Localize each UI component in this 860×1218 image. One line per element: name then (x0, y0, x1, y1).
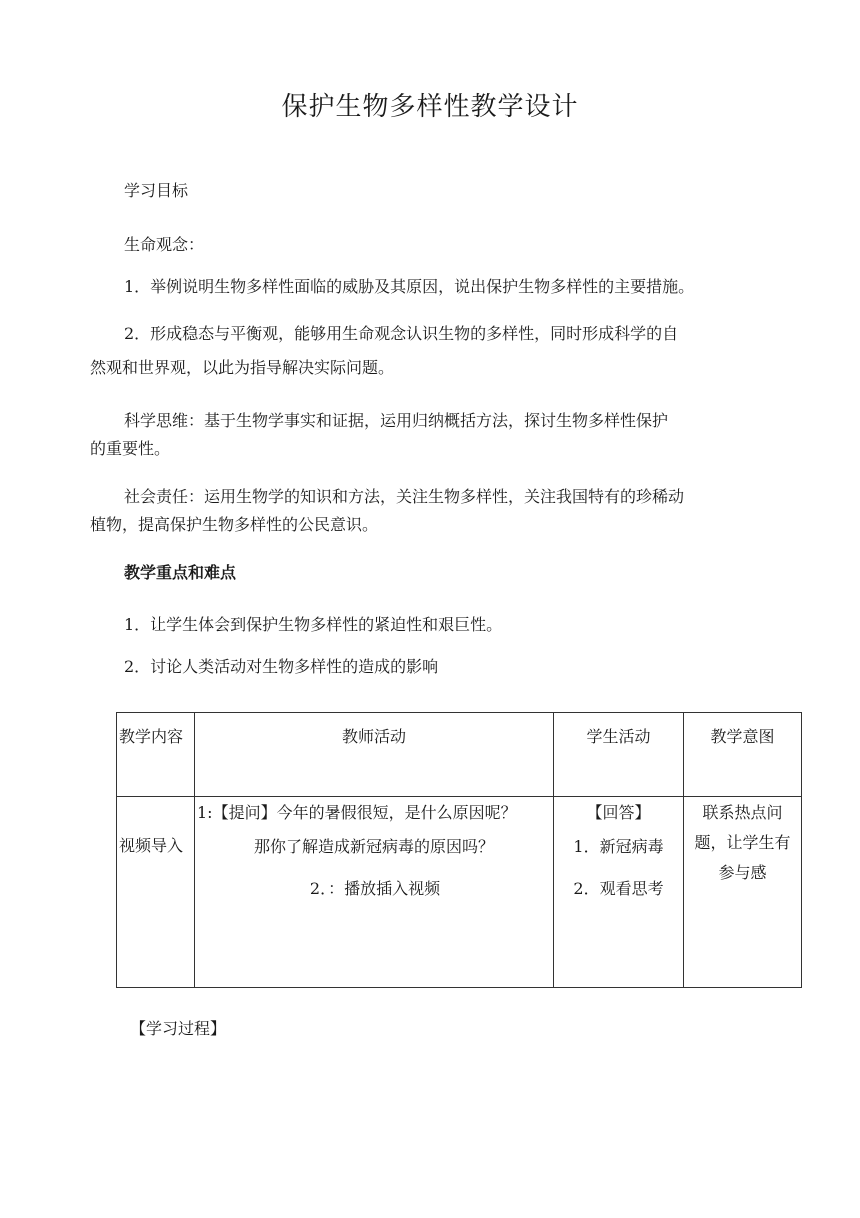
life-item-2: 2．形成稳态与平衡观，能够用生命观念认识生物的多样性，同时形成科学的自 (124, 324, 679, 343)
lesson-table (116, 712, 802, 988)
document-title: 保护生物多样性教学设计 (281, 92, 579, 122)
header-cell-teacher (195, 713, 554, 797)
teacher-line-3: 2．：播放插入视频 (309, 879, 441, 898)
social-responsibility-line-1: 社会责任：运用生物学的知识和方法，关注生物多样性，关注我国特有的珍稀动 (124, 487, 685, 506)
process-heading: 【学习过程】 (130, 1019, 227, 1038)
row-cell-content (117, 797, 195, 988)
row-content-label: 视频导入 (119, 836, 184, 855)
life-item-1: 1．举例说明生物多样性面临的威胁及其原因，说出保护生物多样性的主要措施。 (124, 277, 695, 296)
student-line-1: 【回答】 (586, 803, 651, 822)
student-line-2: 1．新冠病毒 (573, 837, 664, 856)
intent-line-1: 联系热点问 (702, 803, 783, 822)
intent-line-2: 题，让学生有 (694, 833, 791, 852)
row-cell-intent (684, 797, 802, 988)
header-cell-intent (684, 713, 802, 797)
life-concept-heading: 生命观念： (124, 235, 205, 254)
row-cell-student (554, 797, 684, 988)
key-point-2: 2．讨论人类活动对生物多样性的造成的影响 (124, 657, 439, 676)
objectives-heading: 学习目标 (124, 181, 189, 200)
row-cell-teacher (195, 797, 554, 988)
header-cell-content (117, 713, 195, 797)
header-cell-student (554, 713, 684, 797)
header-intent-label: 教学意图 (710, 727, 775, 746)
intent-line-3: 参与感 (718, 863, 767, 882)
student-line-3: 2．观看思考 (573, 879, 664, 898)
science-thinking-line-2: 的重要性。 (90, 439, 171, 458)
key-point-1: 1．让学生体会到保护生物多样性的紧迫性和艰巨性。 (124, 615, 503, 634)
table-row (117, 797, 802, 988)
teacher-line-1: 1:【提问】今年的暑假很短，是什么原因呢？ (197, 803, 517, 822)
key-points-heading: 教学重点和难点 (124, 563, 237, 582)
life-item-2-cont: 然观和世界观，以此为指导解决实际问题。 (90, 358, 395, 377)
header-student-label: 学生活动 (586, 727, 651, 746)
header-teacher-label: 教师活动 (341, 727, 406, 746)
teacher-line-2: 那你了解造成新冠病毒的原因吗？ (253, 837, 494, 856)
science-thinking-line-1: 科学思维：基于生物学事实和证据，运用归纳概括方法，探讨生物多样性保护 (124, 411, 669, 430)
table-header-row (117, 713, 802, 797)
header-content-label: 教学内容 (119, 727, 184, 746)
social-responsibility-line-2: 植物，提高保护生物多样性的公民意识。 (90, 515, 379, 534)
